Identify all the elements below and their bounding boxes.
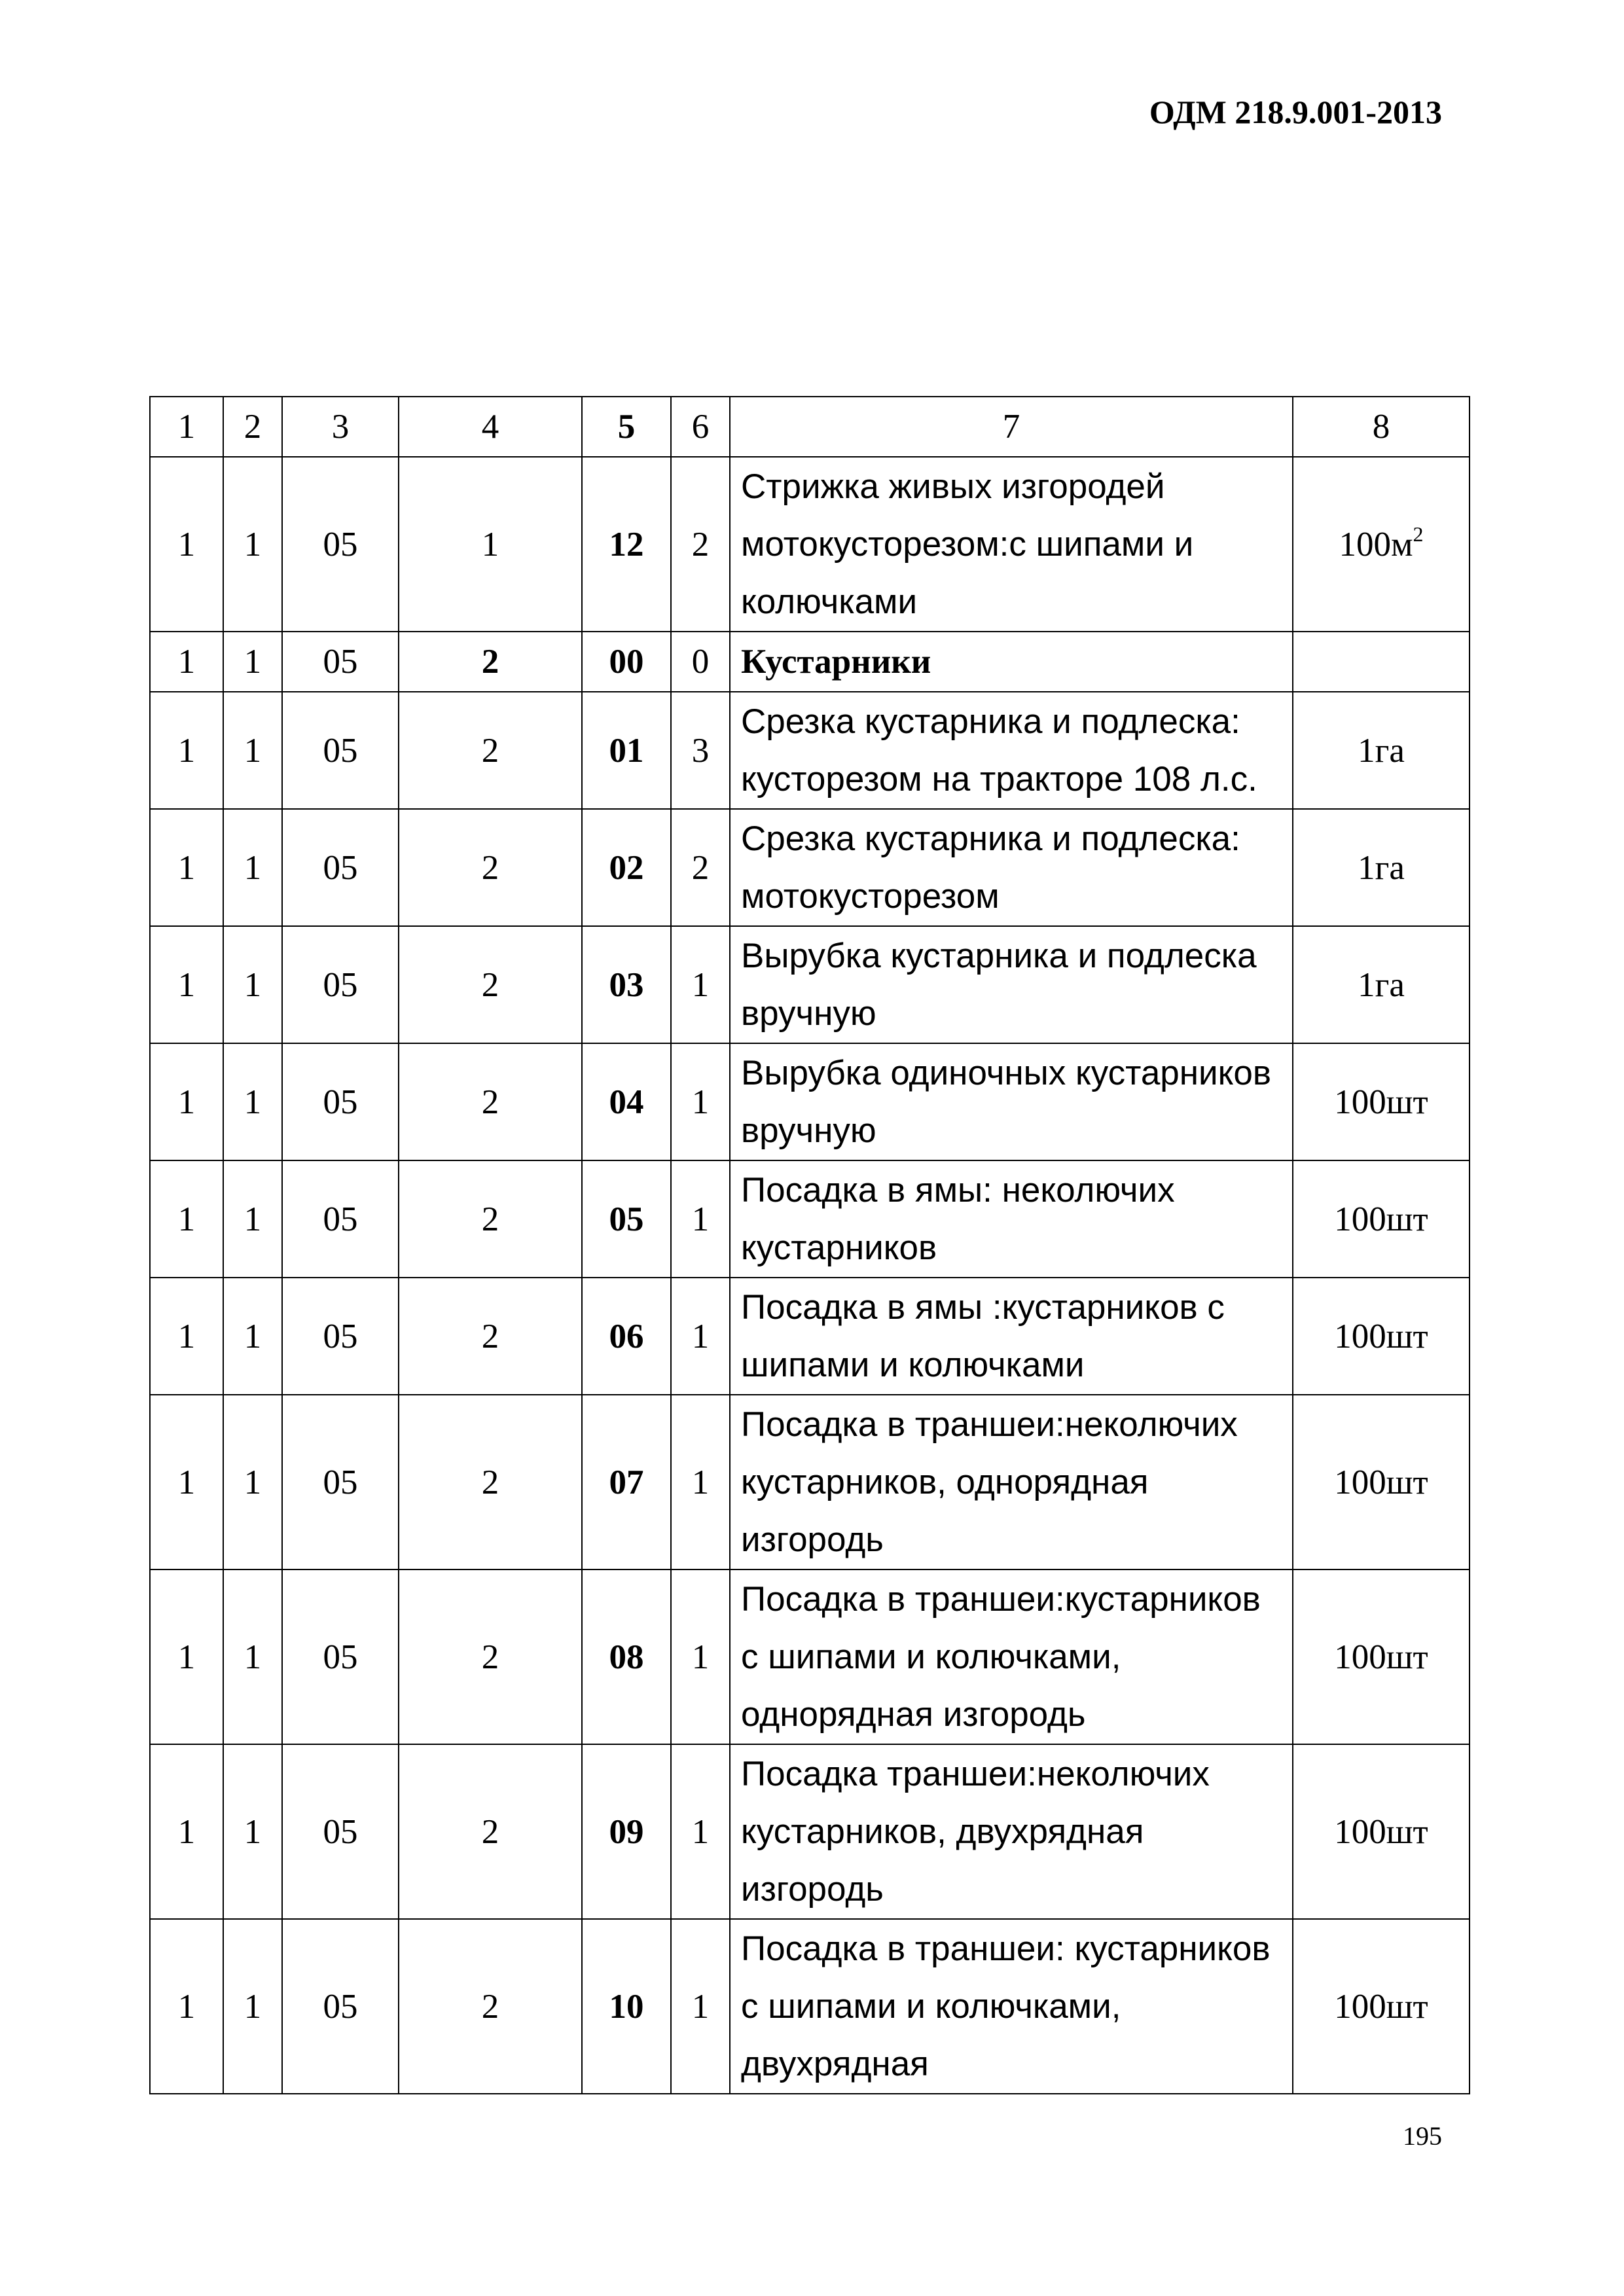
cell-unit-text: 1га (1358, 965, 1405, 1004)
cell-col1 (150, 457, 223, 632)
cell-col5 (582, 1570, 671, 1744)
cell-col2-text: 1 (244, 1987, 262, 2026)
cell-col4-text: 2 (481, 643, 499, 681)
cell-col2-text: 1 (244, 1200, 262, 1238)
cell-col2 (223, 1919, 282, 2094)
cell-col6-text: 0 (691, 643, 710, 681)
cell-col5-text: 07 (609, 1463, 644, 1501)
cell-col2 (223, 926, 282, 1043)
cell-col2 (223, 809, 282, 926)
cell-description-text: Кустарники (741, 643, 931, 681)
cell-col3 (282, 457, 399, 632)
cell-col4-text: 1 (481, 525, 499, 564)
cell-col4 (399, 809, 582, 926)
cell-col2-text: 1 (244, 643, 262, 681)
cell-col3 (282, 926, 399, 1043)
cell-description (730, 457, 1293, 632)
cell-unit-text: 1га (1358, 848, 1405, 887)
cell-col2-text: 1 (244, 731, 262, 770)
page-number: 195 (1403, 2121, 1442, 2151)
cell-col6-text: 1 (691, 1200, 710, 1238)
cell-col4 (399, 1043, 582, 1160)
cell-description-text: Срезка кустарника и подлеска: мотокусторезом (741, 819, 1240, 916)
cell-col5-text: 01 (609, 731, 644, 770)
cell-col3-text: 05 (323, 1987, 358, 2026)
table-row (150, 1919, 1470, 2094)
cell-col1-text: 1 (177, 1083, 196, 1121)
cell-col1-text: 1 (177, 1200, 196, 1238)
cell-col5-text: 00 (609, 643, 644, 681)
cell-col4 (399, 1570, 582, 1744)
unit-superscript: 2 (1413, 522, 1424, 546)
cell-col6 (671, 809, 730, 926)
cell-unit (1293, 1744, 1470, 1919)
cell-col4 (399, 692, 582, 809)
cell-col1-text: 1 (177, 1638, 196, 1676)
cell-col3-text: 05 (323, 1317, 358, 1355)
cell-unit-text: 1га (1358, 731, 1405, 770)
cell-col5 (582, 1395, 671, 1570)
cell-col5-text: 08 (609, 1638, 644, 1676)
cell-description-text: Посадка траншеи:неколючих кустарников, двухрядная изгородь (741, 1754, 1210, 1909)
cell-col3 (282, 1395, 399, 1570)
cell-col1 (150, 1160, 223, 1278)
table-row (150, 1278, 1470, 1395)
cell-col1 (150, 809, 223, 926)
cell-unit-text: 100шт (1334, 1317, 1428, 1355)
table-row (150, 1043, 1470, 1160)
cell-col1 (150, 1043, 223, 1160)
cell-col3 (282, 1919, 399, 2094)
cell-col2 (223, 632, 282, 692)
cell-unit (1293, 1919, 1470, 2094)
cell-unit (1293, 632, 1470, 692)
cell-description (730, 1395, 1293, 1570)
cell-unit-text: 100шт (1334, 1987, 1428, 2026)
cell-description-text: Срезка кустарника и подлеска: кусторезом на тракторе 108 л.с. (741, 702, 1257, 798)
cell-description (730, 1043, 1293, 1160)
cell-description-text: Посадка в траншеи: кустарников с шипами и колючками, двухрядная (741, 1929, 1271, 2083)
cell-col5-text: 06 (609, 1317, 644, 1355)
table-row (150, 457, 1470, 632)
cell-col6 (671, 1395, 730, 1570)
cell-description (730, 632, 1293, 692)
table-row (150, 632, 1470, 692)
cell-col5 (582, 926, 671, 1043)
cell-unit (1293, 926, 1470, 1043)
cell-col5 (582, 1744, 671, 1919)
cell-col5 (582, 1043, 671, 1160)
header-cell: 7 (730, 397, 1293, 457)
cell-col5-text: 02 (609, 848, 644, 887)
cell-col5-text: 09 (609, 1812, 644, 1851)
cell-col4 (399, 632, 582, 692)
table-row (150, 809, 1470, 926)
cell-description-text: Посадка в ямы :кустарников с шипами и колючками (741, 1287, 1225, 1384)
cell-col4-text: 2 (481, 731, 499, 770)
cell-col1 (150, 632, 223, 692)
cell-col4 (399, 1919, 582, 2094)
cell-unit (1293, 809, 1470, 926)
cell-col3-text: 05 (323, 1638, 358, 1676)
cell-col2 (223, 1395, 282, 1570)
cell-col2-text: 1 (244, 1463, 262, 1501)
cell-col6-text: 2 (691, 525, 710, 564)
cell-col1-text: 1 (177, 1987, 196, 2026)
specification-table (149, 396, 1470, 2094)
cell-col2-text: 1 (244, 965, 262, 1004)
header-cell: 5 (582, 397, 671, 457)
cell-col2-text: 1 (244, 525, 262, 564)
cell-col2 (223, 1160, 282, 1278)
cell-unit (1293, 1278, 1470, 1395)
table-header-row (150, 397, 1470, 457)
cell-col4-text: 2 (481, 1317, 499, 1355)
cell-description-text: Посадка в ямы: неколючих кустарников (741, 1170, 1175, 1267)
cell-col3 (282, 1043, 399, 1160)
cell-col2 (223, 1278, 282, 1395)
cell-description-text: Посадка в траншеи:неколючих кустарников, однорядная изгородь (741, 1405, 1238, 1559)
cell-col5-text: 03 (609, 965, 644, 1004)
cell-unit-text: 100шт (1334, 1200, 1428, 1238)
cell-description (730, 1278, 1293, 1395)
header-cell: 4 (399, 397, 582, 457)
cell-col3 (282, 632, 399, 692)
cell-col1-text: 1 (177, 1812, 196, 1851)
cell-unit-text: 100м (1339, 525, 1413, 564)
table-row (150, 1160, 1470, 1278)
cell-col4 (399, 926, 582, 1043)
cell-col6 (671, 632, 730, 692)
cell-col6 (671, 457, 730, 632)
cell-col1-text: 1 (177, 1463, 196, 1501)
cell-col2 (223, 1043, 282, 1160)
cell-description (730, 1919, 1293, 2094)
cell-col6-text: 1 (691, 1083, 710, 1121)
cell-col4 (399, 457, 582, 632)
cell-col6-text: 2 (691, 848, 710, 887)
cell-unit (1293, 1395, 1470, 1570)
cell-col5 (582, 1919, 671, 2094)
cell-col6-text: 1 (691, 1812, 710, 1851)
cell-unit-text: 100шт (1334, 1083, 1428, 1121)
cell-col2-text: 1 (244, 1083, 262, 1121)
table-row (150, 1395, 1470, 1570)
cell-col6 (671, 1043, 730, 1160)
cell-col1-text: 1 (177, 731, 196, 770)
cell-description (730, 1744, 1293, 1919)
cell-col3 (282, 1744, 399, 1919)
cell-unit-text: 100шт (1334, 1812, 1428, 1851)
cell-col3-text: 05 (323, 1083, 358, 1121)
table-row (150, 692, 1470, 809)
cell-description (730, 809, 1293, 926)
table-row (150, 1570, 1470, 1744)
cell-description-text: Вырубка кустарника и подлеска вручную (741, 936, 1257, 1033)
cell-col4 (399, 1278, 582, 1395)
cell-col1 (150, 1278, 223, 1395)
cell-col4-text: 2 (481, 1812, 499, 1851)
cell-col1 (150, 1570, 223, 1744)
cell-col1 (150, 692, 223, 809)
cell-col6-text: 1 (691, 1987, 710, 2026)
cell-col3 (282, 1570, 399, 1744)
cell-col2-text: 1 (244, 1317, 262, 1355)
cell-col5-text: 05 (609, 1200, 644, 1238)
cell-col2 (223, 692, 282, 809)
cell-col2 (223, 1744, 282, 1919)
cell-col6-text: 1 (691, 965, 710, 1004)
cell-description-text: Посадка в траншеи:кустарников с шипами и колючками, однорядная изгородь (741, 1579, 1261, 1734)
cell-col3-text: 05 (323, 1812, 358, 1851)
cell-col6-text: 3 (691, 731, 710, 770)
cell-description (730, 692, 1293, 809)
cell-col1-text: 1 (177, 525, 196, 564)
cell-col1-text: 1 (177, 1317, 196, 1355)
cell-unit (1293, 1043, 1470, 1160)
cell-col5-text: 04 (609, 1083, 644, 1121)
cell-unit (1293, 457, 1470, 632)
cell-col1-text: 1 (177, 643, 196, 681)
cell-col5 (582, 457, 671, 632)
cell-col6-text: 1 (691, 1463, 710, 1501)
cell-col6 (671, 1160, 730, 1278)
cell-col2-text: 1 (244, 1638, 262, 1676)
cell-unit (1293, 692, 1470, 809)
cell-col4-text: 2 (481, 1083, 499, 1121)
cell-col1 (150, 1744, 223, 1919)
document-code: ОДМ 218.9.001-2013 (1149, 94, 1442, 130)
cell-col6-text: 1 (691, 1638, 710, 1676)
table-row (150, 926, 1470, 1043)
header-cell: 3 (282, 397, 399, 457)
table-body (150, 397, 1470, 2094)
cell-col1-text: 1 (177, 965, 196, 1004)
table-row (150, 1744, 1470, 1919)
cell-col6 (671, 1278, 730, 1395)
cell-col6 (671, 692, 730, 809)
cell-col1 (150, 1395, 223, 1570)
cell-unit-text: 100шт (1334, 1463, 1428, 1501)
cell-col3-text: 05 (323, 848, 358, 887)
cell-col4 (399, 1160, 582, 1278)
cell-col3-text: 05 (323, 1200, 358, 1238)
cell-unit (1293, 1570, 1470, 1744)
cell-col3 (282, 1160, 399, 1278)
cell-col1 (150, 926, 223, 1043)
cell-description (730, 1160, 1293, 1278)
cell-col3 (282, 1278, 399, 1395)
cell-col3 (282, 692, 399, 809)
cell-description-text: Вырубка одиночных кустарников вручную (741, 1053, 1272, 1150)
cell-col2-text: 1 (244, 1812, 262, 1851)
cell-unit-text: 100шт (1334, 1638, 1428, 1676)
cell-col3-text: 05 (323, 643, 358, 681)
cell-col4-text: 2 (481, 1638, 499, 1676)
cell-col2 (223, 457, 282, 632)
header-cell: 1 (150, 397, 223, 457)
header-cell: 6 (671, 397, 730, 457)
cell-col4-text: 2 (481, 1200, 499, 1238)
cell-col4-text: 2 (481, 848, 499, 887)
cell-col2 (223, 1570, 282, 1744)
cell-col4-text: 2 (481, 965, 499, 1004)
cell-col3-text: 05 (323, 1463, 358, 1501)
cell-col3-text: 05 (323, 731, 358, 770)
cell-description (730, 1570, 1293, 1744)
cell-unit (1293, 1160, 1470, 1278)
header-cell: 2 (223, 397, 282, 457)
cell-col4 (399, 1395, 582, 1570)
cell-col1-text: 1 (177, 848, 196, 887)
cell-col5 (582, 692, 671, 809)
header-cell: 8 (1293, 397, 1470, 457)
cell-col3-text: 05 (323, 525, 358, 564)
cell-col4-text: 2 (481, 1463, 499, 1501)
cell-col1 (150, 1919, 223, 2094)
cell-col5 (582, 1278, 671, 1395)
cell-col4 (399, 1744, 582, 1919)
cell-col6 (671, 1744, 730, 1919)
cell-col6 (671, 926, 730, 1043)
cell-description (730, 926, 1293, 1043)
cell-col4-text: 2 (481, 1987, 499, 2026)
cell-col5 (582, 809, 671, 926)
cell-col5 (582, 632, 671, 692)
cell-col3-text: 05 (323, 965, 358, 1004)
cell-col2-text: 1 (244, 848, 262, 887)
cell-col5-text: 12 (609, 525, 644, 564)
cell-description-text: Стрижка живых изгородей мотокусторезом:с шипами и колючками (741, 467, 1194, 621)
cell-col6-text: 1 (691, 1317, 710, 1355)
cell-col6 (671, 1919, 730, 2094)
cell-col6 (671, 1570, 730, 1744)
cell-col5 (582, 1160, 671, 1278)
cell-col5-text: 10 (609, 1987, 644, 2026)
cell-col3 (282, 809, 399, 926)
